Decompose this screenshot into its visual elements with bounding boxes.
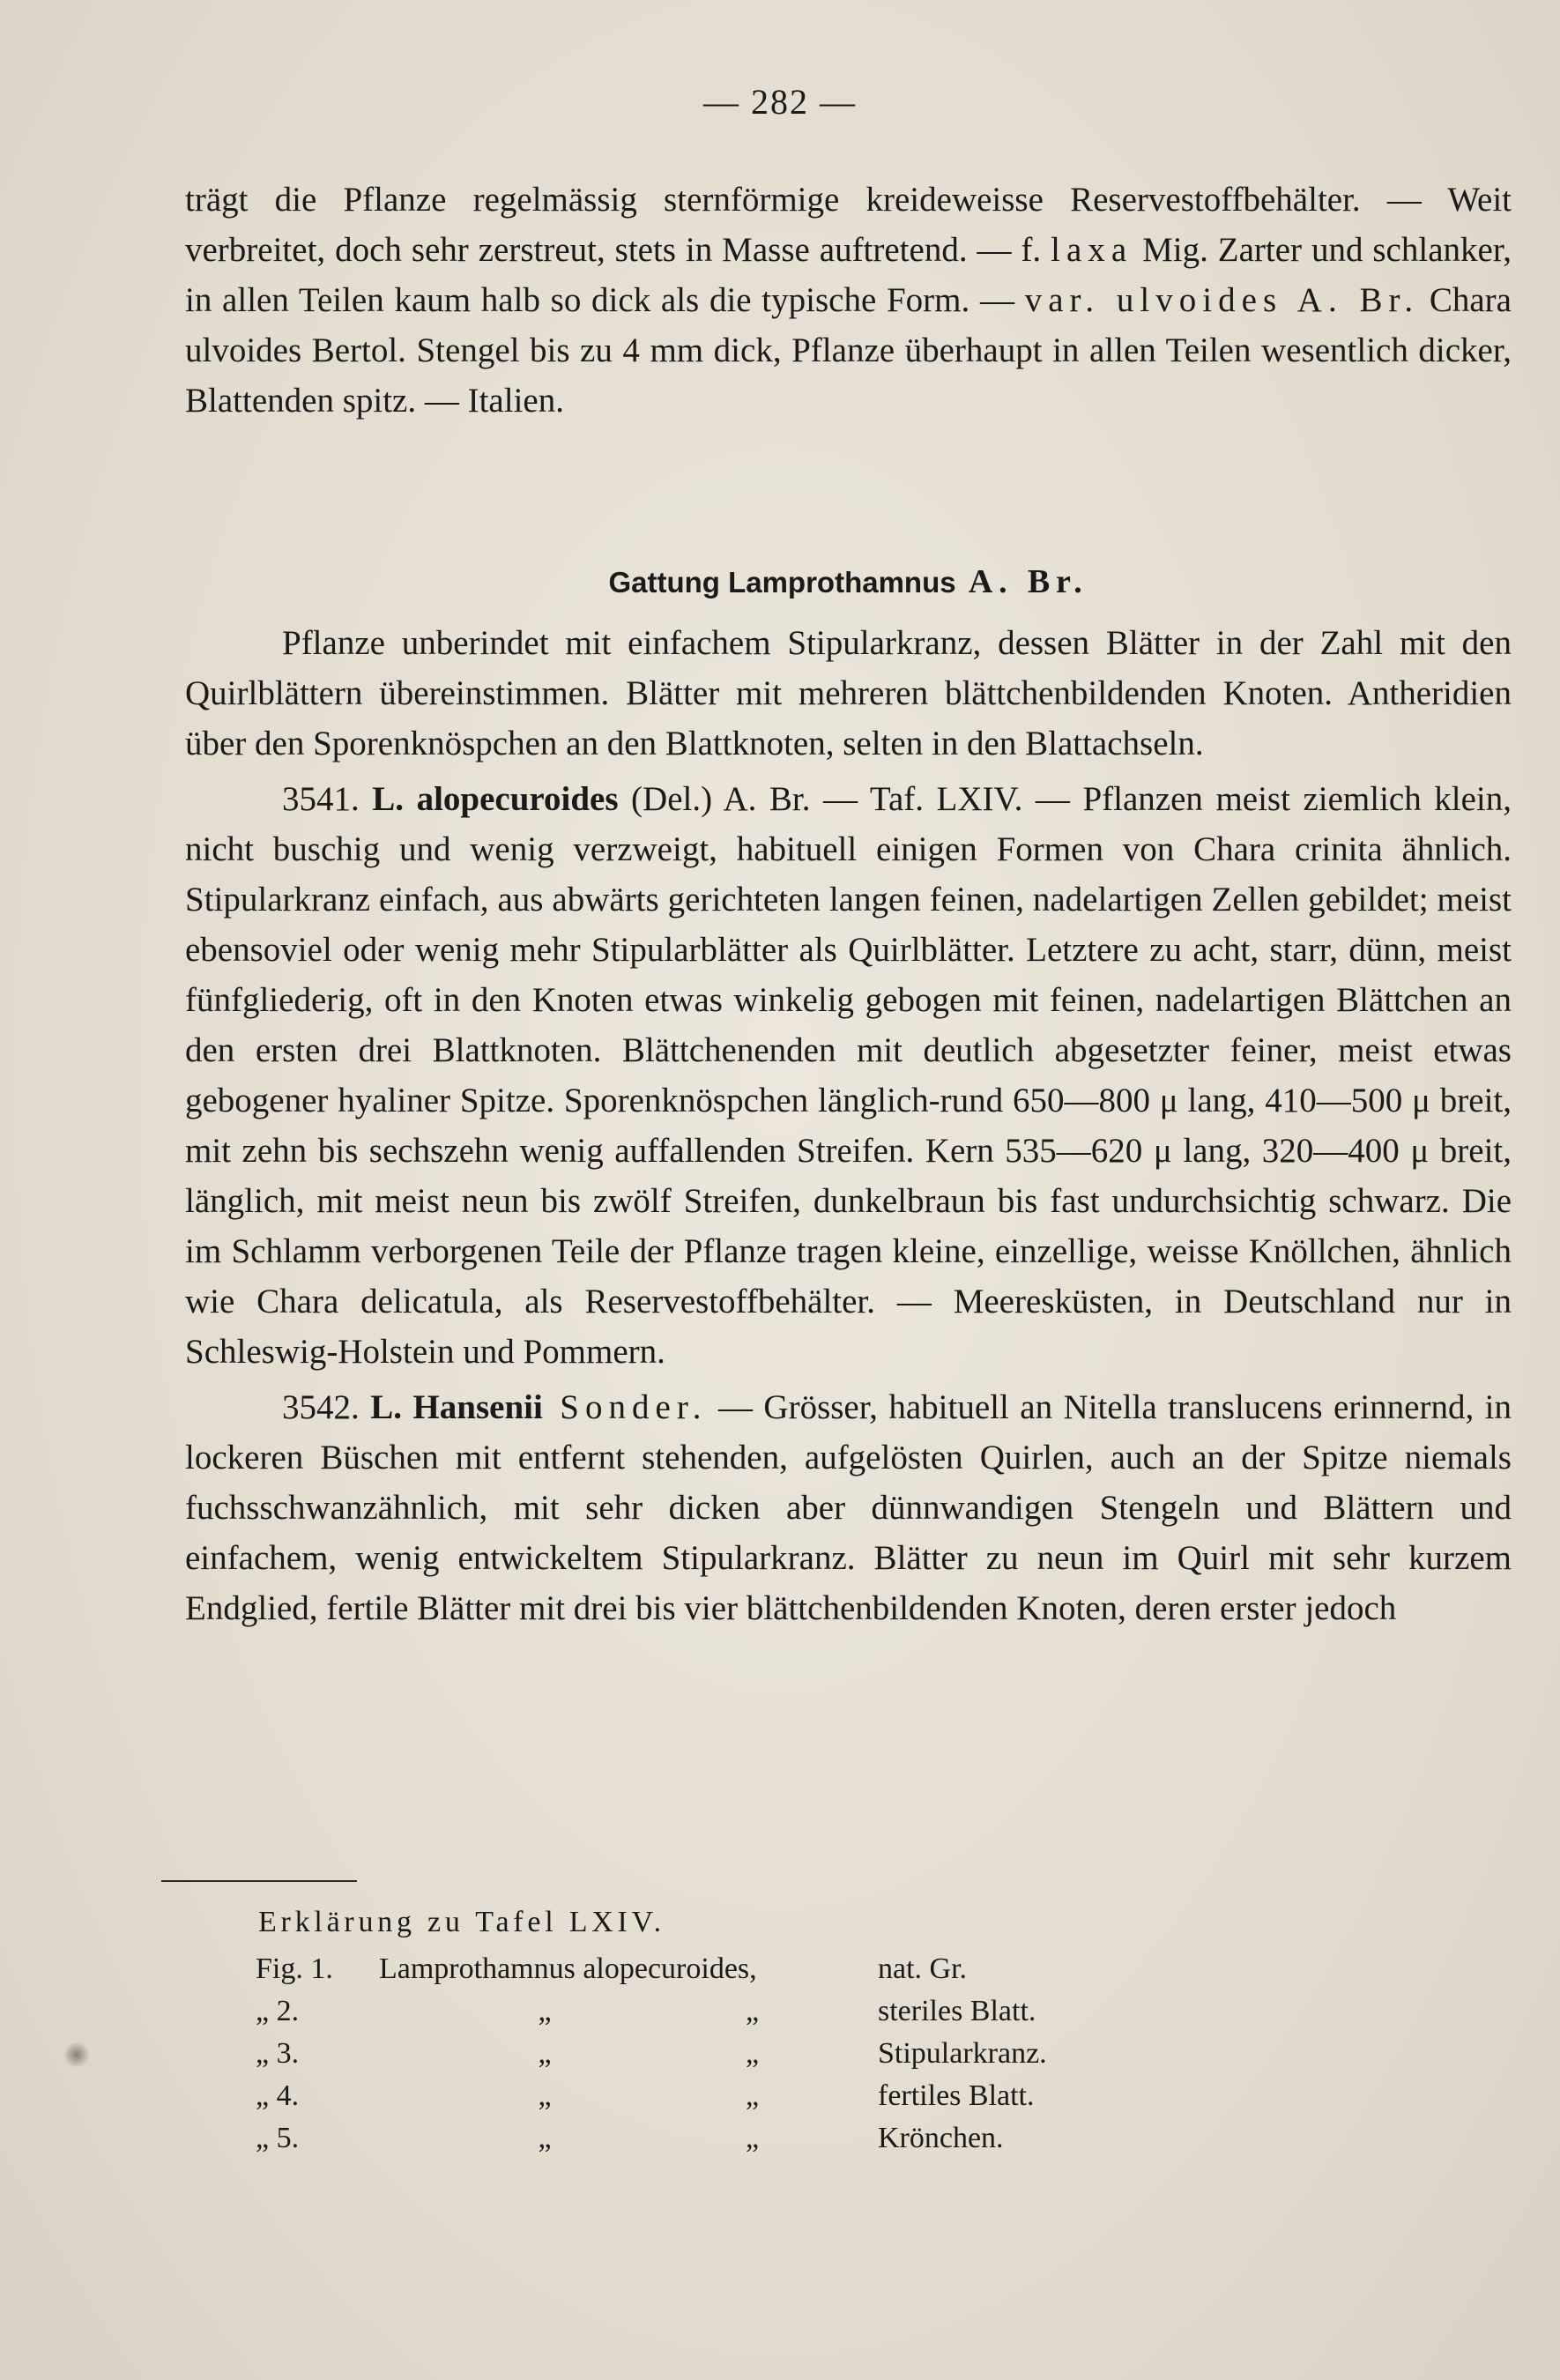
form-laxa: laxa	[1051, 231, 1133, 269]
species-entry-3542	[185, 1382, 1512, 1633]
genus-name: Gattung Lamprothamnus	[608, 566, 956, 599]
figure-number: „ 3.	[256, 2037, 300, 2070]
species-name: L. alopecuroides	[372, 780, 619, 818]
specimen-name: Lamprothamnus alopecuroides,	[379, 1952, 757, 1985]
intro-text-2: Mig. Zarter und schlanker, in allen Teilen kaum halb so dick als die typische Form. —	[185, 231, 1512, 319]
specimen-name: „	[538, 2079, 552, 2112]
ink-spot	[63, 2042, 90, 2068]
genus-heading	[185, 555, 1512, 609]
species-author: Sonder.	[542, 1388, 708, 1426]
species-description: Pflanzen meist ziemlich klein, nicht buschig und wenig verzweigt, habituell einigen Formen von Chara crinita ähnlich. Stipularkranz einfach, aus abwärts gerichteten langen feinen, nadelartigen Zellen gebildet; meist ebensoviel oder wenig mehr Stipularblätter als Quirlblätter. Letztere zu acht, starr, dünn, meist fünfgliederig, oft in den Knoten etwas winkelig gebogen mit feinen, nadelartigen Blättchen an den ersten drei Blattknoten. Blättchenenden mit deutlich abgesetzter feiner, meist etwas gebogener hyaliner Spitze. Sporenknöspchen länglich-rund 650—800 μ lang, 410—500 μ breit, mit zehn bis sechszehn wenig auffallenden Streifen. Kern 535—620 μ lang, 320—400 μ breit, länglich, mit meist neun bis zwölf Streifen, dunkelbraun bis fast undurchsichtig schwarz. Die im Schlamm verborgenen Teile der Pflanze tragen kleine, einzellige, weisse Knöllchen, ähnlich wie Chara delicatula, als Reservestoffbehälter. — Meeresküsten, in Deutschland nur in Schleswig-Holstein und Pommern.	[185, 780, 1512, 1371]
legend-row	[256, 2033, 1047, 2075]
ditto-mark: „	[746, 2037, 760, 2070]
species-name: L. Hansenii	[370, 1388, 543, 1426]
footnote-title: Erklärung zu Tafel LXIV.	[258, 1906, 665, 1938]
figure-description: fertiles Blatt.	[878, 2079, 1035, 2112]
figure-number: „ 2.	[256, 1995, 300, 2027]
figure-description: nat. Gr.	[878, 1952, 968, 1985]
intro-text-3: Chara ulvoides Bertol. Stengel bis zu 4 mm dick, Pflanze überhaupt in allen Teilen wesentlich dicker, Blattenden spitz. — Italien.	[185, 281, 1512, 420]
species-number: 3542.	[282, 1388, 371, 1426]
intro-paragraph	[185, 175, 1512, 426]
figure-description: Krönchen.	[878, 2122, 1004, 2154]
figure-legend	[256, 1948, 1047, 2160]
variety-ulvoides: var. ulvoides A. Br.	[1024, 281, 1420, 319]
page-number: — 282 —	[703, 82, 857, 122]
intro-text-1: trägt die Pflanze regelmässig sternförmige kreideweisse Reservestoffbehälter. — Weit verbreitet, doch sehr zerstreut, stets in Masse auftretend. — f.	[185, 181, 1512, 269]
figure-number: „ 4.	[256, 2079, 300, 2112]
genus-section	[185, 555, 1512, 1633]
legend-row	[256, 1990, 1047, 2033]
specimen-name: „	[538, 1995, 552, 2027]
species-entry-3541	[185, 774, 1512, 1377]
figure-description: Stipularkranz.	[878, 2037, 1047, 2070]
legend-row	[256, 1948, 1047, 1990]
figure-description: steriles Blatt.	[878, 1995, 1036, 2027]
ditto-mark: „	[746, 2079, 760, 2112]
figure-number: „ 5.	[256, 2122, 300, 2154]
legend-row	[256, 2117, 1047, 2160]
genus-author: A. Br.	[955, 563, 1088, 600]
species-number: 3541.	[282, 780, 373, 818]
species-description: — Grösser, habituell an Nitella translucens erinnernd, in lockeren Büschen mit entfernt stehenden, aufgelösten Quirlen, auch an der Spitze niemals fuchsschwanzähnlich, mit sehr dicken aber dünnwandigen Stengeln und Blättern und einfachem, wenig entwickeltem Stipularkranz. Blätter zu neun im Quirl mit sehr kurzem Endglied, fertile Blätter mit drei bis vier blättchenbildenden Knoten, deren erster jedoch	[185, 1388, 1512, 1627]
specimen-name: „	[538, 2037, 552, 2070]
genus-description: Pflanze unberindet mit einfachem Stipularkranz, dessen Blätter in der Zahl mit den Quirlblättern übereinstimmen. Blätter mit mehreren blättchenbildenden Knoten. Antheridien über den Sporenknöspchen an den Blattknoten, selten in den Blattachseln.	[185, 624, 1512, 762]
intro-paragraph-block	[185, 175, 1512, 426]
ditto-mark: „	[746, 1995, 760, 2027]
species-author: (Del.) A. Br. — Taf. LXIV. —	[618, 780, 1083, 818]
figure-number: Fig. 1.	[256, 1952, 333, 1985]
footnote-divider	[161, 1880, 357, 1882]
ditto-mark: „	[746, 2122, 760, 2154]
legend-row	[256, 2075, 1047, 2117]
specimen-name: „	[538, 2122, 552, 2154]
